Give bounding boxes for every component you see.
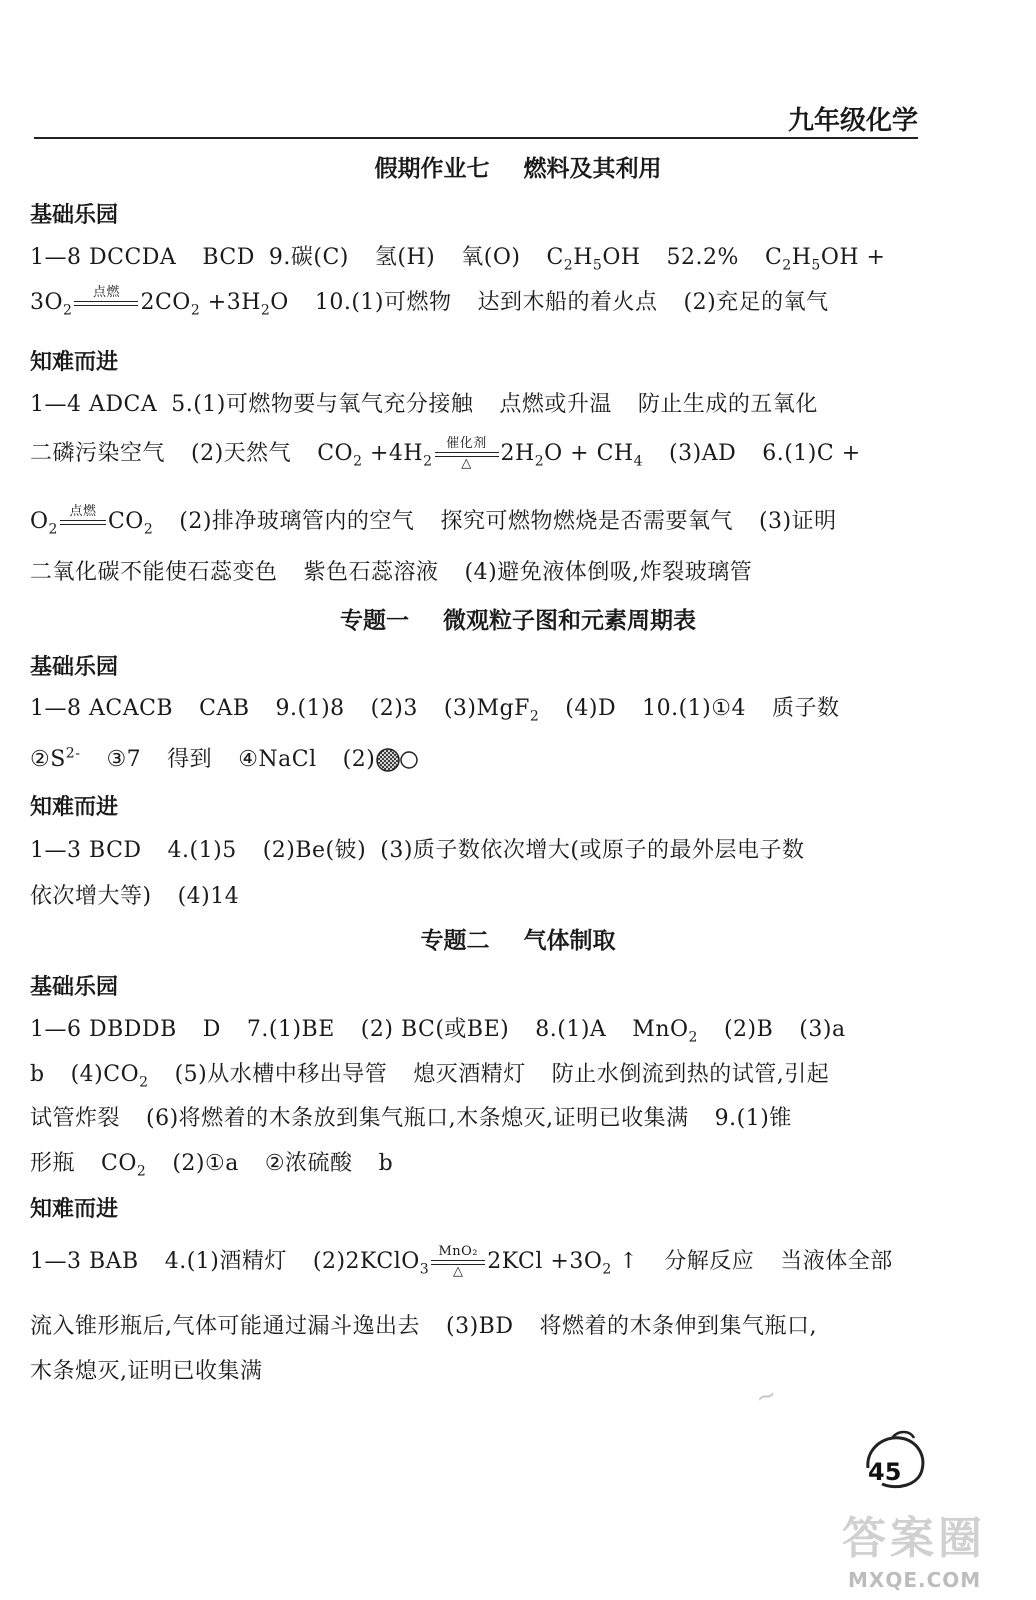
answer-line xyxy=(30,1012,920,1045)
formula-sub: 2 xyxy=(136,1163,147,1180)
answer-text: BCD xyxy=(202,245,255,270)
label-basic: 基础乐园 xyxy=(30,203,119,228)
label-basic: 基础乐园 xyxy=(30,655,119,680)
answer-text: 1—6 DBDDB xyxy=(30,1017,177,1042)
answer-text: (2)Be(铍) xyxy=(262,838,367,863)
answer-text: (2) BC(或BE) xyxy=(360,1017,510,1042)
answer-text: (4)D xyxy=(565,696,617,721)
answer-line xyxy=(30,833,920,864)
answer-text: 氢(H) xyxy=(374,245,436,270)
answer-text: (2)3 xyxy=(370,696,418,721)
answer-line xyxy=(30,1101,920,1132)
formula: MnO xyxy=(632,1017,689,1042)
answer-text: 1—8 ACACB xyxy=(30,696,174,721)
answer-text: 形瓶 xyxy=(30,1151,76,1176)
page-number: 45 xyxy=(868,1458,902,1486)
label-advanced: 知难而进 xyxy=(30,350,119,375)
answer-text: 1—8 DCCDA xyxy=(30,245,177,270)
formula: +4H xyxy=(362,441,424,466)
answer-text: 9.碳(C) xyxy=(268,245,349,270)
answer-text: 9.(1)锥 xyxy=(714,1106,792,1131)
answer-text: 点燃或升温 xyxy=(499,392,612,417)
formula: (2)2KClO xyxy=(312,1249,420,1274)
answer-text: 二磷污染空气 xyxy=(30,441,166,466)
answer-text: (5)从水槽中移出导管 xyxy=(174,1062,388,1087)
reaction-arrow xyxy=(74,286,138,321)
answer-text: 1—3 BAB xyxy=(30,1249,139,1274)
answer-text: 紫色石蕊溶液 xyxy=(303,560,439,585)
formula: 2H xyxy=(500,441,535,466)
answer-text: 4.(1)酒精灯 xyxy=(164,1249,287,1274)
answer-line xyxy=(30,1057,920,1090)
answer-text: 流入锥形瓶后,气体可能通过漏斗逸出去 xyxy=(30,1314,420,1339)
answer-text: (3)质子数依次增大(或原子的最外层电子数 xyxy=(380,838,805,863)
formula-sub: 2 xyxy=(353,453,363,470)
formula-sub: 2 xyxy=(143,521,154,538)
answer-text: 9.(1)8 xyxy=(275,696,345,721)
reaction-condition: 点燃 xyxy=(92,284,120,300)
formula-sub: 2 xyxy=(139,1074,149,1091)
formula: CO xyxy=(107,509,144,534)
section-title-part: 气体制取 xyxy=(523,928,616,954)
answer-text: 分解反应 xyxy=(664,1249,755,1274)
answer-text: 氧(O) xyxy=(461,245,521,270)
answer-text: 52.2% xyxy=(666,245,739,270)
answer-text: 7.(1)BE xyxy=(246,1017,335,1042)
section-title-1 xyxy=(0,150,1036,183)
formula-sub: 2 xyxy=(782,257,792,274)
answer-text: 防止水倒流到热的试管,引起 xyxy=(551,1062,830,1087)
answer-text: b xyxy=(378,1151,394,1176)
formula-sub: 2 xyxy=(529,708,540,725)
answer-line xyxy=(30,879,920,910)
formula: H xyxy=(573,245,593,270)
answer-text: 木条熄灭,证明已收集满 xyxy=(30,1359,263,1384)
answer-text: (4)避免液体倒吸,炸裂玻璃管 xyxy=(464,560,753,585)
formula-sub: 2 xyxy=(563,257,574,274)
formula-sub: 2 xyxy=(48,521,58,538)
section-title-part: 专题二 xyxy=(420,928,490,954)
answer-line xyxy=(30,691,920,724)
formula: 2CO xyxy=(140,290,191,315)
formula: 3O xyxy=(30,290,64,315)
reaction-condition: 点燃 xyxy=(69,503,97,519)
watermark xyxy=(842,1500,1036,1600)
formula-sub: 2 xyxy=(688,1029,698,1046)
answer-text: 当液体全部 xyxy=(780,1249,893,1274)
answer-text: (3)证明 xyxy=(758,509,837,534)
formula: OH + xyxy=(820,245,886,270)
formula-sub: 2 xyxy=(260,302,271,319)
answer-text: (2)排净玻璃管内的空气 xyxy=(179,509,415,534)
formula-sub: 5 xyxy=(592,257,603,274)
answer-text: 防止生成的五氧化 xyxy=(637,392,818,417)
label-basic: 基础乐园 xyxy=(30,975,119,1000)
reaction-arrow xyxy=(60,505,106,540)
section-title-part: 专题一 xyxy=(340,608,409,634)
formula: CO xyxy=(101,1151,137,1176)
formula-sub: 3 xyxy=(419,1261,430,1278)
formula: C xyxy=(546,245,564,270)
section-title-3 xyxy=(0,922,1036,955)
reaction-condition: MnO₂ xyxy=(438,1243,478,1259)
answer-text: (2)天然气 xyxy=(191,441,292,466)
reaction-arrow xyxy=(431,1245,485,1280)
answer-text: 熄灭酒精灯 xyxy=(413,1062,526,1087)
answer-text: (2)充足的氧气 xyxy=(683,290,829,315)
answer-text: 1—3 BCD xyxy=(30,838,142,863)
reaction-arrow xyxy=(435,437,499,472)
answer-line xyxy=(30,555,920,586)
answer-text: (6)将燃着的木条放到集气瓶口,木条熄灭,证明已收集满 xyxy=(146,1106,689,1131)
answer-text: 4.(1)5 xyxy=(167,838,237,863)
watermark-url: MXQE.COM xyxy=(848,1568,982,1592)
page-number-badge xyxy=(860,1428,930,1494)
answer-line xyxy=(30,285,920,321)
answer-text: b xyxy=(30,1062,45,1087)
answer-line xyxy=(30,436,920,472)
answer-text: 10.(1)可燃物 xyxy=(314,290,452,315)
formula: H xyxy=(791,245,812,270)
formula: (4)CO xyxy=(70,1062,140,1087)
answer-line xyxy=(30,1309,920,1340)
label-advanced: 知难而进 xyxy=(30,1197,119,1222)
answer-text: 10.(1)①4 xyxy=(642,696,746,721)
reaction-condition: △ xyxy=(461,455,472,471)
answer-text: 达到木船的着火点 xyxy=(477,290,658,315)
answer-text: 将燃着的木条伸到集气瓶口, xyxy=(539,1314,817,1339)
formula-sub: 5 xyxy=(811,257,821,274)
answer-text: ③7 xyxy=(106,747,142,772)
answer-text: CAB xyxy=(199,696,250,721)
section-title-part: 微观粒子图和元素周期表 xyxy=(443,608,696,634)
formula: C xyxy=(764,245,783,270)
reaction-condition: 催化剂 xyxy=(446,435,487,451)
book-subject-title: 九年级化学 xyxy=(787,106,918,136)
answer-text: 1—4 ADCA xyxy=(30,392,158,417)
formula-sub: 2 xyxy=(63,302,73,319)
section-title-part: 燃料及其利用 xyxy=(523,156,662,182)
answer-text: ④NaCl xyxy=(238,747,317,772)
section-title-2 xyxy=(0,602,1036,635)
formula: O + CH xyxy=(544,441,634,466)
molecule-particle-icon xyxy=(375,747,421,773)
answer-line xyxy=(30,240,920,273)
answer-text: 6.(1)C + xyxy=(762,441,861,466)
answer-text: (2)B xyxy=(723,1017,774,1042)
answer-text: (3)a xyxy=(799,1017,846,1042)
formula-sub: 2 xyxy=(534,453,545,470)
formula: O xyxy=(270,290,289,315)
answer-text: D xyxy=(202,1017,221,1042)
label-advanced: 知难而进 xyxy=(30,795,119,820)
reaction-condition: △ xyxy=(452,1263,464,1279)
answer-line xyxy=(30,1354,920,1385)
answer-text: ②浓硫酸 xyxy=(264,1151,353,1176)
answer-line xyxy=(30,1146,920,1179)
answer-text: 5.(1)可燃物要与氧气充分接触 xyxy=(171,392,474,417)
answer-text: 得到 xyxy=(167,747,213,772)
formula-sub: 2 xyxy=(423,453,433,470)
answer-text: (3)AD xyxy=(669,441,737,466)
formula-sub: 2 xyxy=(190,302,201,319)
answer-text: (4)14 xyxy=(177,884,240,909)
answer-text: (2)①a xyxy=(172,1151,239,1176)
answer-text: (2) xyxy=(342,747,376,772)
answer-line xyxy=(30,742,920,773)
answer-text: (3)BD xyxy=(446,1314,514,1339)
charge-sup: 2- xyxy=(65,745,81,762)
formula: ↑ xyxy=(611,1249,639,1274)
answer-text: 质子数 xyxy=(771,696,840,721)
handwritten-scribble: ~ xyxy=(752,1379,780,1413)
section-title-part: 假期作业七 xyxy=(374,156,490,182)
answer-text: 8.(1)A xyxy=(535,1017,607,1042)
answer-text: 二氧化碳不能使石蕊变色 xyxy=(30,560,278,585)
formula: O xyxy=(30,509,49,534)
answer-line xyxy=(30,1244,920,1280)
answer-text: 探究可燃物燃烧是否需要氧气 xyxy=(440,509,733,534)
formula: +3H xyxy=(200,290,261,315)
answer-text: 依次增大等) xyxy=(30,884,152,909)
formula: (3)MgF xyxy=(443,696,530,721)
header-rule xyxy=(34,137,918,139)
formula-sub: 4 xyxy=(633,453,644,470)
formula: CO xyxy=(317,441,354,466)
answer-text: 试管炸裂 xyxy=(30,1106,121,1131)
answer-text: ②S xyxy=(30,747,66,772)
formula: OH xyxy=(602,245,641,270)
watermark-text: 答案圈 xyxy=(842,1513,986,1564)
formula: 2KCl +3O xyxy=(487,1249,603,1274)
answer-line xyxy=(30,387,920,418)
formula-sub: 2 xyxy=(602,1261,612,1278)
answer-line xyxy=(30,504,920,540)
